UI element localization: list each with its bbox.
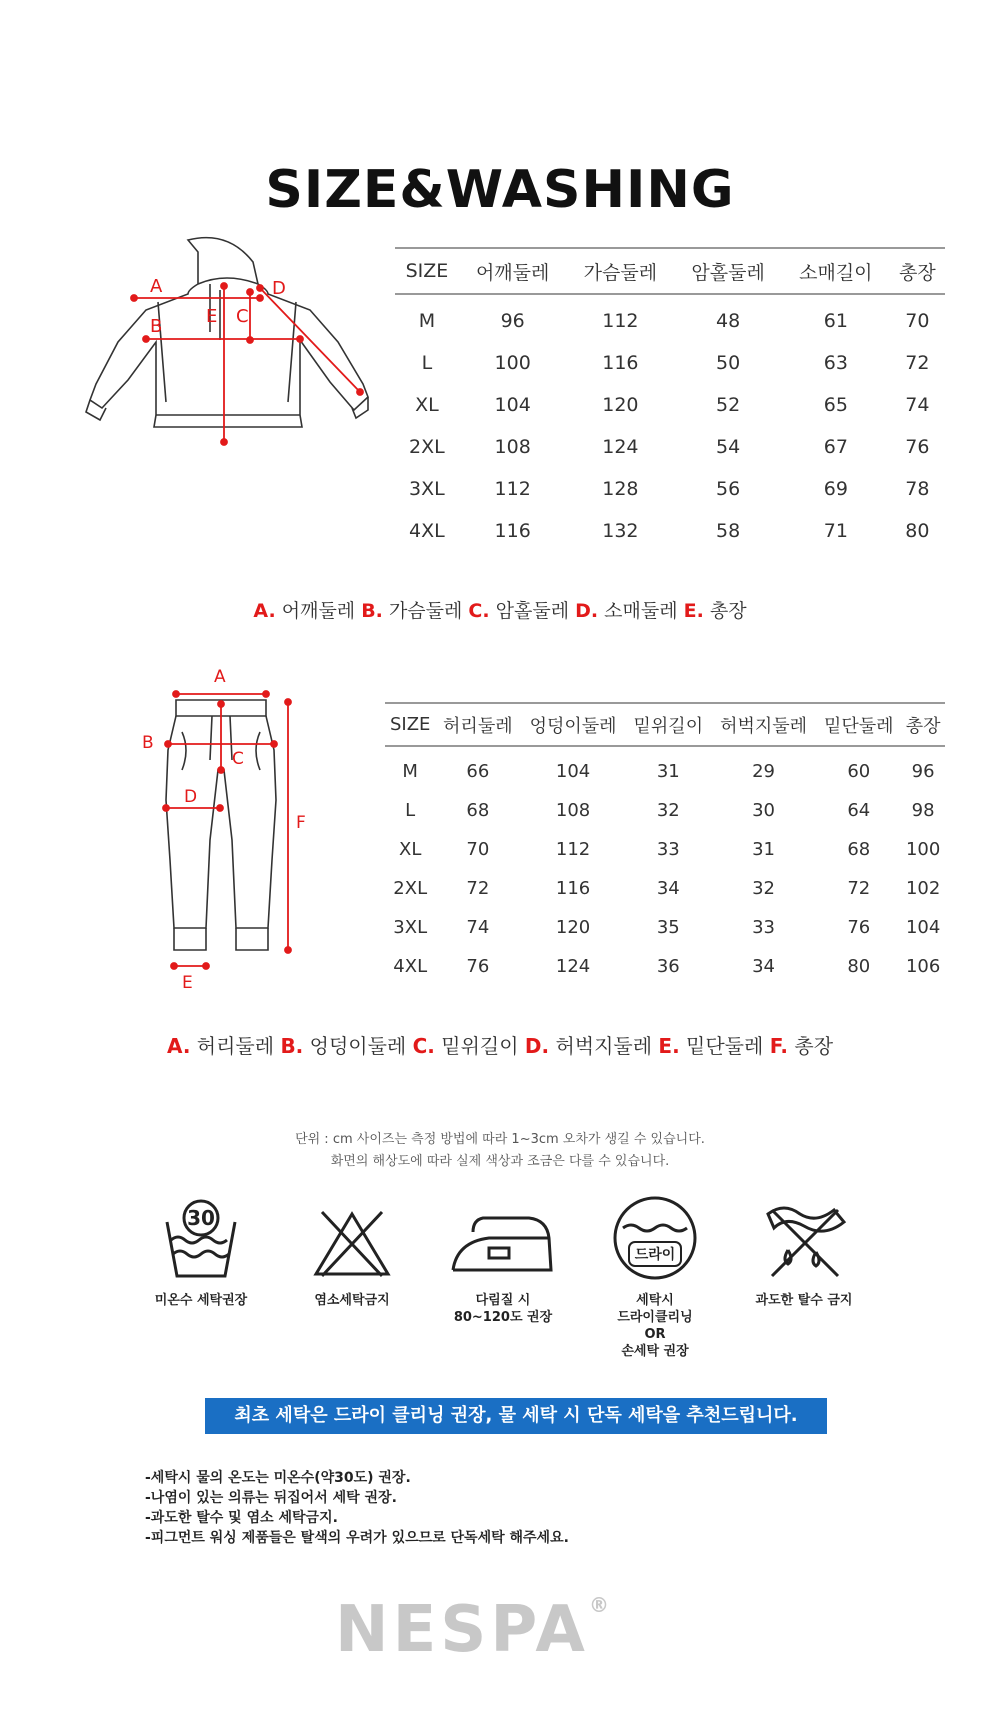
table-row xyxy=(395,342,945,384)
wash-temp: 30 xyxy=(187,1206,215,1230)
table-cell: 96 xyxy=(500,310,525,332)
table-cell: 60 xyxy=(847,761,871,782)
table-row xyxy=(385,830,945,869)
legend-key: E. xyxy=(658,1034,680,1058)
table-cell: 76 xyxy=(905,436,930,458)
table-cell: 124 xyxy=(555,956,591,977)
table-cell: 30 xyxy=(752,800,776,821)
legend-text: 엉덩이둘레 xyxy=(309,1034,407,1058)
hoodie-label-c: C xyxy=(236,306,249,327)
table-cell: 64 xyxy=(847,800,871,821)
table-cell: 104 xyxy=(555,761,591,782)
table-cell: 70 xyxy=(905,310,930,332)
table-cell: 58 xyxy=(716,520,741,542)
column-header: 총장 xyxy=(901,703,945,746)
table-cell: 36 xyxy=(656,956,680,977)
table-cell: 32 xyxy=(752,878,776,899)
table-cell: 120 xyxy=(602,394,639,416)
table-cell: 80 xyxy=(905,520,930,542)
column-header: 허리둘레 xyxy=(435,703,520,746)
table-row xyxy=(385,791,945,830)
table-cell: 52 xyxy=(716,394,741,416)
pants-size-table xyxy=(385,702,945,986)
table-cell: 32 xyxy=(656,800,680,821)
legend-key: B. xyxy=(280,1034,304,1058)
hoodie-label-a: A xyxy=(150,276,163,297)
pants-label-a: A xyxy=(214,667,226,687)
care-label: 염소세탁금지 xyxy=(314,1293,390,1308)
table-cell: M xyxy=(402,761,418,782)
table-cell: 4XL xyxy=(393,956,428,977)
pants-diagram xyxy=(138,660,318,990)
legend-text: 총장 xyxy=(794,1034,834,1058)
table-cell: 120 xyxy=(555,917,591,938)
table-cell: 76 xyxy=(466,956,490,977)
table-cell: 124 xyxy=(602,436,639,458)
table-cell: 33 xyxy=(656,839,680,860)
table-cell: 72 xyxy=(847,878,871,899)
table-row xyxy=(395,384,945,426)
brand-logo xyxy=(335,1593,613,1667)
table-cell: 2XL xyxy=(409,436,445,458)
washing-banner: 최초 세탁은 드라이 클리닝 권장, 물 세탁 시 단독 세탁을 추천드립니다. xyxy=(205,1398,827,1434)
table-cell: 3XL xyxy=(393,917,428,938)
legend-key: C. xyxy=(412,1034,435,1058)
table-cell: 106 xyxy=(905,956,941,977)
legend-text: 밑단둘레 xyxy=(686,1034,764,1058)
table-cell: 35 xyxy=(656,917,680,938)
legend-key: A. xyxy=(253,600,276,622)
care-item-wring xyxy=(729,1192,879,1309)
table-cell: 70 xyxy=(466,839,490,860)
care-label: 세탁시 드라이클리닝 OR 손세탁 권장 xyxy=(617,1293,693,1359)
washing-notes xyxy=(145,1468,569,1548)
table-row xyxy=(385,908,945,947)
table-cell: 108 xyxy=(555,800,591,821)
hoodie-label-d: D xyxy=(272,278,286,299)
legend-key: C. xyxy=(468,600,490,622)
table-cell: 80 xyxy=(847,956,871,977)
column-header: 밑단둘레 xyxy=(816,703,901,746)
table-cell: XL xyxy=(415,394,439,416)
care-label: 과도한 탈수 금지 xyxy=(755,1293,853,1308)
table-cell: 33 xyxy=(752,917,776,938)
pants-label-f: F xyxy=(296,813,306,833)
table-cell: 100 xyxy=(494,352,531,374)
table-cell: 104 xyxy=(494,394,531,416)
table-cell: 65 xyxy=(823,394,848,416)
hoodie-diagram xyxy=(38,232,378,462)
care-item-dry xyxy=(580,1192,730,1360)
registered-mark: ® xyxy=(588,1593,613,1617)
care-label: 다림질 시 80~120도 권장 xyxy=(453,1293,553,1325)
table-cell: 4XL xyxy=(409,520,445,542)
table-row xyxy=(385,869,945,908)
legend-text: 암홀둘레 xyxy=(495,600,570,622)
wash-note: -과도한 탈수 및 염소 세탁금지. xyxy=(145,1510,338,1526)
table-cell: 34 xyxy=(656,878,680,899)
table-cell: 74 xyxy=(905,394,930,416)
table-cell: 72 xyxy=(466,878,490,899)
table-cell: 2XL xyxy=(393,878,428,899)
table-cell: 72 xyxy=(905,352,930,374)
page-title: SIZE&WASHING xyxy=(265,160,735,220)
size-note: 단위 : cm 사이즈는 측정 방법에 따라 1~3cm 오차가 생길 수 있습니다. xyxy=(295,1132,705,1147)
column-header: 가슴둘레 xyxy=(567,248,675,294)
table-cell: 50 xyxy=(716,352,741,374)
table-cell: 31 xyxy=(656,761,680,782)
color-note: 화면의 해상도에 따라 실제 색상과 조금은 다를 수 있습니다. xyxy=(330,1154,670,1169)
column-header: 어깨둘레 xyxy=(459,248,567,294)
table-cell: 116 xyxy=(555,878,591,899)
legend-key: E. xyxy=(683,600,704,622)
table-cell: 34 xyxy=(752,956,776,977)
table-cell: 78 xyxy=(905,478,930,500)
care-item-bleach xyxy=(277,1192,427,1309)
table-cell: M xyxy=(418,310,436,332)
table-cell: 112 xyxy=(555,839,591,860)
legend-text: 허리둘레 xyxy=(196,1034,275,1058)
table-cell: 31 xyxy=(752,839,776,860)
table-cell: 56 xyxy=(716,478,741,500)
column-header: 밑위길이 xyxy=(626,703,711,746)
table-cell: 61 xyxy=(823,310,848,332)
legend-key: B. xyxy=(361,600,383,622)
table-cell: 102 xyxy=(905,878,941,899)
table-cell: 112 xyxy=(602,310,639,332)
table-cell: 132 xyxy=(602,520,639,542)
legend-text: 총장 xyxy=(709,600,747,622)
column-header: 소매길이 xyxy=(782,248,890,294)
care-label: 미온수 세탁권장 xyxy=(154,1293,248,1308)
table-cell: 104 xyxy=(905,917,941,938)
hoodie-label-e: E xyxy=(206,306,218,327)
table-row xyxy=(395,294,945,342)
legend-key: F. xyxy=(769,1034,789,1058)
legend-text: 어깨둘레 xyxy=(281,600,356,622)
table-cell: 100 xyxy=(905,839,941,860)
legend-text: 소매둘레 xyxy=(604,600,678,622)
care-item-iron xyxy=(428,1192,578,1326)
logo-text: NESPA xyxy=(335,1593,589,1667)
table-cell: 68 xyxy=(466,800,490,821)
table-cell: 68 xyxy=(847,839,871,860)
table-cell: 54 xyxy=(716,436,741,458)
pants-label-d: D xyxy=(184,787,198,807)
table-cell: 112 xyxy=(494,478,531,500)
legend-text: 밑위길이 xyxy=(441,1034,519,1058)
wash-30-icon xyxy=(151,1192,251,1282)
table-row xyxy=(385,746,945,791)
table-cell: 48 xyxy=(716,310,741,332)
table-cell: 71 xyxy=(823,520,848,542)
table-cell: L xyxy=(421,352,433,374)
hoodie-label-b: B xyxy=(150,316,163,337)
wash-note: -나염이 있는 의류는 뒤집어서 세탁 권장. xyxy=(145,1490,397,1506)
column-header: 허벅지둘레 xyxy=(711,703,817,746)
table-cell: 67 xyxy=(823,436,848,458)
table-cell: L xyxy=(405,800,416,821)
legend-key: D. xyxy=(524,1034,550,1058)
column-header: SIZE xyxy=(385,703,435,746)
legend-key: A. xyxy=(166,1034,191,1058)
table-cell: 63 xyxy=(823,352,848,374)
table-row xyxy=(395,510,945,552)
column-header: SIZE xyxy=(395,248,459,294)
table-header-row xyxy=(385,703,945,746)
pants-label-e: E xyxy=(182,973,193,990)
legend-text: 허벅지둘레 xyxy=(555,1034,653,1058)
table-cell: 116 xyxy=(494,520,531,542)
top-size-table xyxy=(395,247,945,552)
pants-label-b: B xyxy=(142,733,154,753)
table-cell: 69 xyxy=(823,478,848,500)
care-item-wash xyxy=(126,1192,276,1309)
table-row xyxy=(395,426,945,468)
top-legend xyxy=(0,596,1000,623)
table-cell: 108 xyxy=(494,436,531,458)
table-cell: 76 xyxy=(847,917,871,938)
column-header: 총장 xyxy=(890,248,945,294)
pants-legend xyxy=(0,1030,1000,1059)
wash-note: -세탁시 물의 온도는 미온수(약30도) 권장. xyxy=(145,1470,411,1486)
table-cell: 98 xyxy=(911,800,935,821)
dry-clean-icon xyxy=(605,1192,705,1282)
table-cell: 116 xyxy=(602,352,639,374)
table-cell: 96 xyxy=(911,761,935,782)
table-row xyxy=(385,947,945,986)
table-cell: 74 xyxy=(466,917,490,938)
column-header: 엉덩이둘레 xyxy=(520,703,626,746)
column-header: 암홀둘레 xyxy=(674,248,782,294)
table-cell: 3XL xyxy=(409,478,445,500)
legend-key: D. xyxy=(575,600,599,622)
no-bleach-icon xyxy=(302,1192,402,1282)
table-header-row xyxy=(395,248,945,294)
table-cell: 128 xyxy=(602,478,639,500)
legend-text: 가슴둘레 xyxy=(388,600,463,622)
no-wring-icon xyxy=(754,1192,854,1282)
pants-label-c: C xyxy=(232,749,244,769)
dry-badge: 드라이 xyxy=(634,1247,676,1263)
wash-note: -피그먼트 워싱 제품들은 탈색의 우려가 있으므로 단독세탁 해주세요. xyxy=(145,1530,569,1546)
table-cell: 29 xyxy=(752,761,776,782)
table-cell: 66 xyxy=(466,761,490,782)
iron-icon xyxy=(443,1192,563,1282)
table-row xyxy=(395,468,945,510)
table-cell: XL xyxy=(399,839,422,860)
